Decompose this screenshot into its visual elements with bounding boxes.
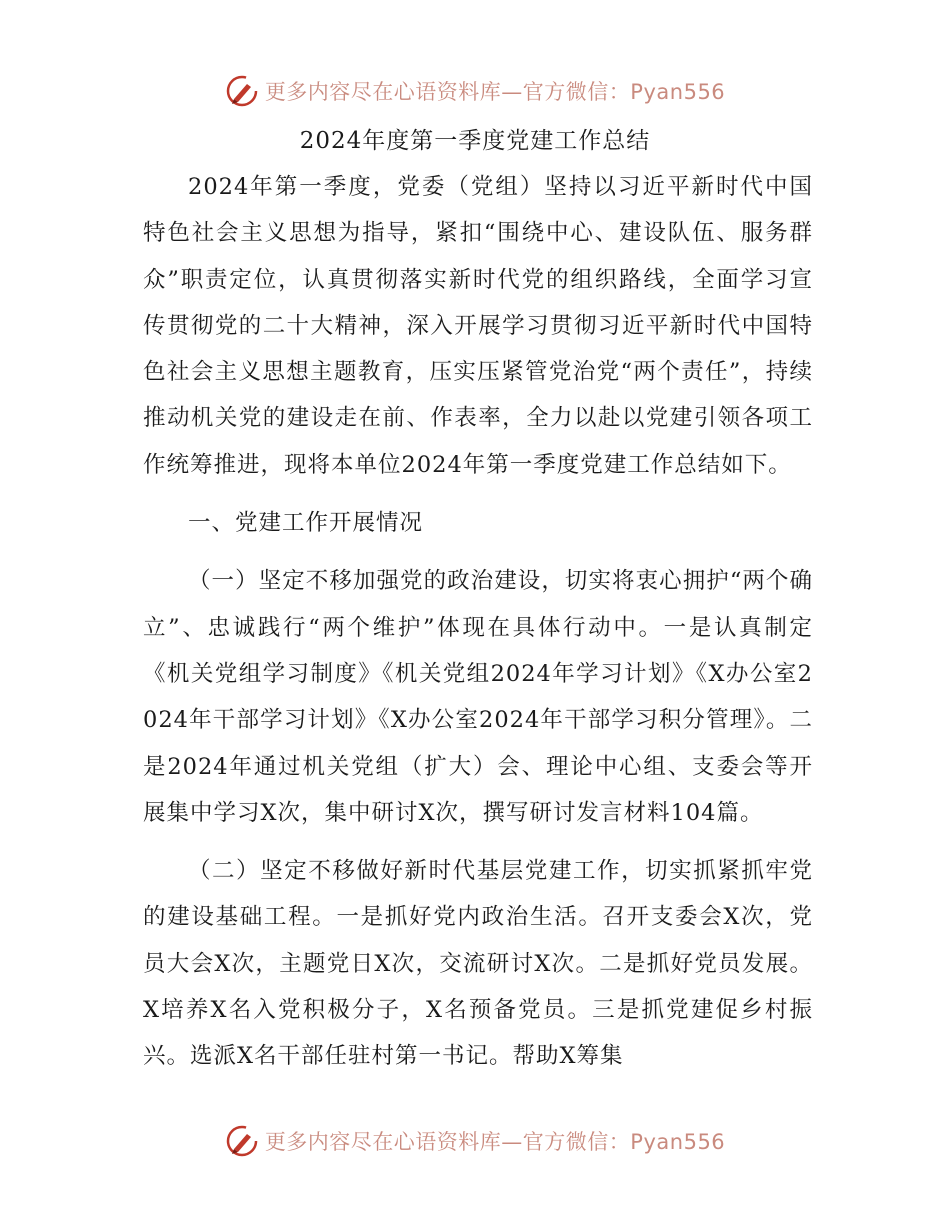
- paragraph-grassroots: （二）坚定不移做好新时代基层党建工作，切实抓紧抓牢党的建设基础工程。一是抓好党内政治生活。召开支委会X次，党员大会X次，主题党日X次，交流研讨X次。二是抓好党员发展。X培养X名入党积极分子，X名预备党员。三是抓党建促乡村振兴。选派X名干部任驻村第一书记。帮助X筹集: [143, 858, 813, 1070]
- paragraph-intro: 2024年第一季度，党委（党组）坚持以习近平新时代中国特色社会主义思想为指导，紧扣“围绕中心、建设队伍、服务群众”职责定位，认真贯彻落实新时代党的组织路线，全面学习宣传贯彻党的二十大精神，深入开展学习贯彻习近平新时代中国特色社会主义思想主题教育，压实压紧管党治党“两个责任”，持续推动机关党的建设走在前、作表率，全力以赴以党建引领各项工作统筹推进，现将本单位2024年第一季度党建工作总结如下。: [143, 174, 813, 478]
- watermark-text: 更多内容尽在心语资料库—官方微信：Pyan556: [264, 80, 726, 104]
- watermark-footer: [0, 1121, 950, 1161]
- document-title: 2024年度第一季度党建工作总结: [299, 128, 651, 154]
- section-heading: 一、党建工作开展情况: [188, 510, 424, 537]
- paragraph-political: （一）坚定不移加强党的政治建设，切实将衷心拥护“两个确立”、忠诚践行“两个维护”体现在具体行动中。一是认真制定《机关党组学习制度》《机关党组2024年学习计划》《X办公室2024年干部学习计划》《X办公室2024年干部学习积分管理》。二是2024年通过机关党组（扩大）会、理论中心组、支委会等开展集中学习X次，集中研讨X次，撰写研讨发言材料104篇。: [143, 568, 813, 826]
- watermark-header: [0, 71, 950, 111]
- red-pen-logo-icon: [225, 1124, 259, 1158]
- watermark-text: 更多内容尽在心语资料库—官方微信：Pyan556: [264, 1130, 726, 1154]
- document-body: [143, 164, 813, 1080]
- red-pen-logo-icon: [225, 74, 259, 108]
